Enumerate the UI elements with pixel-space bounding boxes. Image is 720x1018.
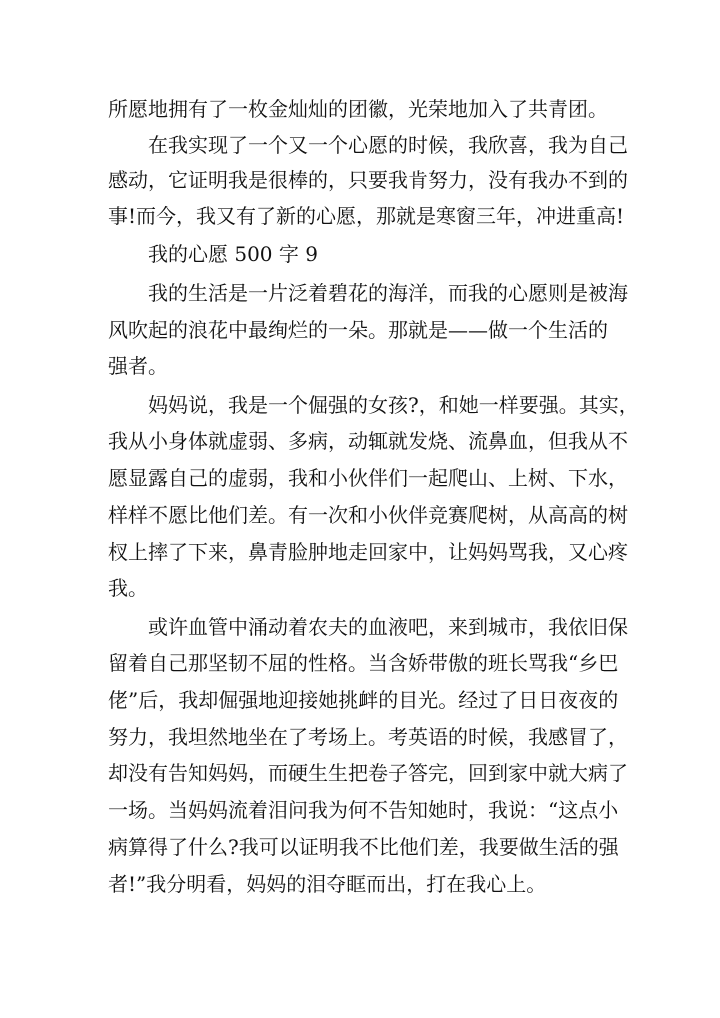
text-line: 却没有告知妈妈，而硬生生把卷子答完，回到家中就大病了 <box>108 761 628 785</box>
text-line: 或许血管中涌动着农夫的血液吧，来到城市，我依旧保 <box>148 615 628 639</box>
section-heading: 我的心愿 500 字 9 <box>148 242 318 266</box>
text-line: 杈上摔了下来，鼻青脸肿地走回家中，让妈妈骂我，又心疼 <box>108 540 628 564</box>
text-line: 留着自己那坚韧不屈的性格。当含娇带傲的班长骂我“乡巴 <box>108 651 619 675</box>
text-line: 风吹起的浪花中最绚烂的一朵。那就是——做一个生活的 <box>108 318 608 342</box>
text-line: 愿显露自己的虚弱，我和小伙伴们一起爬山、上树、下水， <box>108 466 628 490</box>
text-line: 强者。 <box>108 354 168 378</box>
text-line: 佬”后，我却倔强地迎接她挑衅的目光。经过了日日夜夜的 <box>108 688 619 712</box>
text-line: 我。 <box>108 576 148 600</box>
text-line: 在我实现了一个又一个心愿的时候，我欣喜，我为自己 <box>148 133 628 157</box>
text-line: 感动，它证明我是很棒的，只要我肯努力，没有我办不到的 <box>108 168 628 192</box>
text-line: 一场。当妈妈流着泪问我为何不告知她时，我说：“这点小 <box>108 798 619 822</box>
text-line: 我的生活是一片泛着碧花的海洋，而我的心愿则是被海 <box>148 281 628 305</box>
text-line: 者!”我分明看，妈妈的泪夺眶而出，打在我心上。 <box>108 872 547 896</box>
text-line: 事!而今，我又有了新的心愿，那就是寒窗三年，冲进重高! <box>108 204 625 228</box>
text-line: 所愿地拥有了一枚金灿灿的团徽，光荣地加入了共青团。 <box>108 97 608 121</box>
text-line: 样样不愿比他们差。有一次和小伙伴竞赛爬树，从高高的树 <box>108 503 628 527</box>
text-line: 我从小身体就虚弱、多病，动辄就发烧、流鼻血，但我从不 <box>108 429 628 453</box>
text-line: 病算得了什么?我可以证明我不比他们差，我要做生活的强 <box>108 835 619 859</box>
text-line: 努力，我坦然地坐在了考场上。考英语的时候，我感冒了， <box>108 725 628 749</box>
text-line: 妈妈说，我是一个倔强的女孩?，和她一样要强。其实， <box>148 393 639 417</box>
